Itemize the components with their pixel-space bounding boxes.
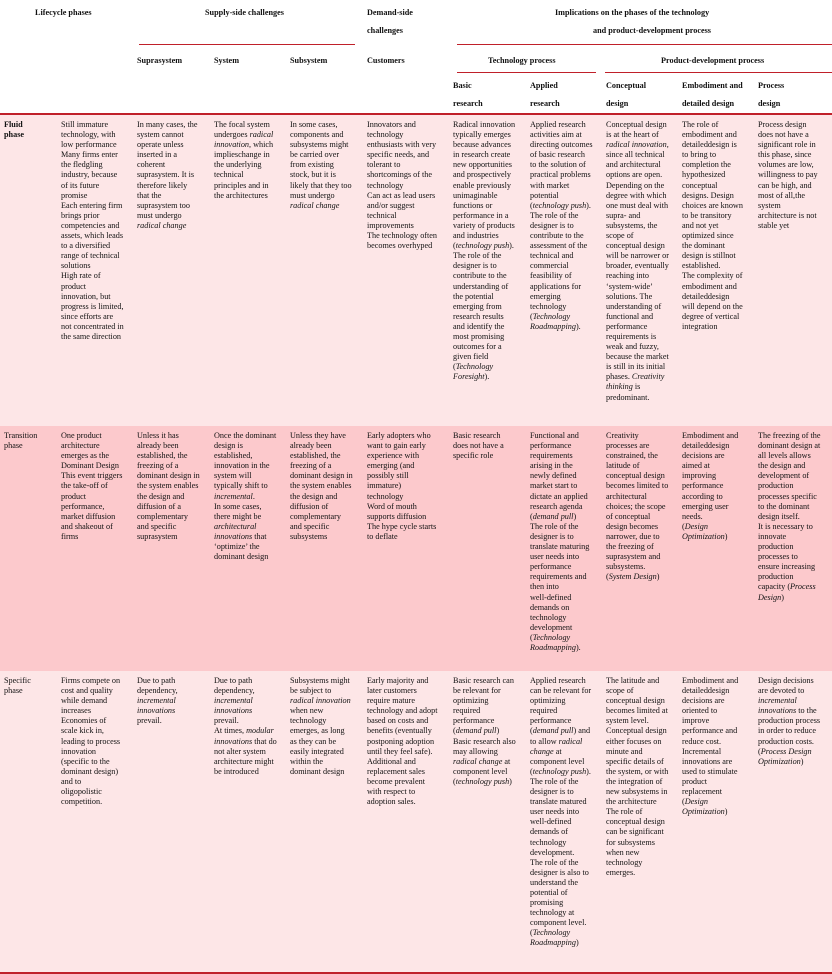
product-process-underline: [605, 72, 832, 73]
cell-fluid-embodiment: The role of embodiment and detaileddesign is to bring to completion the hypothesized conceptual designs. Design choices are known to be transitory and not yet optimized since the dominant design is stillnot established. The complexity of embodiment and detaileddesign will depend on the degree of vertical integration: [682, 120, 743, 331]
header-implications-1: Implications on the phases of the technology: [555, 8, 710, 17]
cell-specific-customers: Early majority and later customers require mature technology and adopt based on costs and benefits (eventually postponing adoption until they feel safe). Additional and replacement sales become prevalent with respect to adoption sales.: [367, 676, 438, 807]
cell-specific-basic: Basic research can be relevant for optimizing required performance (demand pull) Basic research also may allowing radical change at component level (technology push): [453, 676, 516, 786]
header-system: System: [214, 56, 240, 65]
cell-fluid-suprasystem: In many cases, the system cannot operate unless inserted in a coherent suprasystem. It is therefore likely that the suprasystem too must undergo radical change: [137, 120, 198, 230]
cell-fluid-lifecycle: Still immature technology, with low performance Many firms enter the fledgling industry, because of its future promise Each entering firm brings prior competencies and assets, which leads to a diversified range of technical solutions High rate of product innovation, but progress is limited, since efforts are not concentrated in the same direction: [61, 120, 124, 341]
cell-fluid-applied: Applied research activities aim at directing outcomes of basic research to the solution of practical problems with market potential (technology push). The role of the designer is to contribute to the assessment of the technical and commercial feasibility of applications for emerging technology (Technology Roadmapping).: [530, 120, 593, 331]
header-technology-process: Technology process: [488, 56, 556, 65]
cell-fluid-basic: Radical innovation typically emerges because advances in research create new opportunities and prospectively enable previously unimaginable functions or performance in a variety of products and industries (technology push). The role of the designer is to contribute to the understanding of the potential emerging from research results and identify the most promising outcomes for a given field (Technology Foresight).: [453, 120, 516, 382]
cell-transition-subsystem: Unless they have already been established, the freezing of a dominant design in the system enables the design and diffusion of complementary and specific subsystems: [290, 431, 353, 541]
cell-transition-customers: Early adopters who want to gain early experience with emerging (and possibly still immature) technology Word of mouth supports diffusion The hype cycle starts to deflate: [367, 431, 437, 541]
cell-fluid-phase: Fluid phase: [4, 120, 25, 140]
cell-transition-system: Once the dominant design is established, innovation in the system will typically shift to incremental. In some cases, there might be architectural innovations that ‘optimize’ the dominant design: [214, 431, 277, 562]
cell-specific-applied: Applied research can be relevant for optimizing required performance (demand pull) and to allow radical change at component level (technology push). The role of the designer is to translate matured user needs into well-defined demands of technology development. The role of the designer is also to understand the potential of promising technology at component level. (Technology Roadmapping): [530, 676, 592, 948]
cell-specific-lifecycle: Firms compete on cost and quality while demand increases Economies of scale kick in, leading to process innovation (specific to the dominant design) and to oligopolistic competition.: [61, 676, 121, 807]
header-conceptual-2: design: [606, 99, 629, 108]
header-applied-1: Applied: [530, 81, 558, 90]
header-suprasystem: Suprasystem: [137, 56, 183, 65]
header-demand-2: challenges: [367, 26, 403, 35]
supply-underline: [139, 44, 355, 45]
cell-fluid-system: The focal system undergoes radical innovation, which implieschange in the underlying technical principles and in the architectures: [214, 120, 274, 200]
header-basic-1: Basic: [453, 81, 472, 90]
header-subsystem: Subsystem: [290, 56, 328, 65]
table-header: [0, 0, 832, 114]
cell-transition-applied: Functional and performance requirements arising in the newly defined market start to dictate an applied research agenda (demand pull) The role of the designer is to translate maturing user needs into performance requirements and then into well-defined demands on technology development (Technology Roadmapping).: [530, 431, 590, 652]
header-process-1: Process: [758, 81, 785, 90]
cell-specific-subsystem: Subsystems might be subject to radical innovation when new technology emerges, as long as they can be easily integrated within the dominant design: [290, 676, 351, 776]
implications-underline: [457, 44, 832, 45]
cell-specific-conceptual: The latitude and scope of conceptual design becomes limited at system level. Conceptual design either focuses on minute and specific details of the system, or with the integration of new subsystems in the architecture The role of conceptual design can be significant for subsystems when new technology emerges.: [606, 676, 669, 877]
cell-transition-suprasystem: Unless it has already been established, the freezing of a dominant design in the system enables the design and diffusion of a complementary and specific suprasystem: [137, 431, 200, 541]
header-embodiment-1: Embodiment and: [682, 81, 743, 90]
header-process-2: design: [758, 99, 781, 108]
header-conceptual-1: Conceptual: [606, 81, 647, 90]
cell-specific-suprasystem: Due to path dependency, incremental innovations prevail.: [137, 676, 178, 726]
header-customers: Customers: [367, 56, 405, 65]
header-basic-2: research: [453, 99, 483, 108]
header-supply: Supply-side challenges: [205, 8, 284, 17]
header-implications-2: and product-development process: [593, 26, 711, 35]
cell-transition-embodiment: Embodiment and detaileddesign decisions are aimed at improving performance according to emerging user needs. (Design Optimization): [682, 431, 739, 541]
cell-specific-embodiment: Embodiment and detaileddesign decisions are oriented to improve performance and reduce cost. Incremental innovations are used to stimulate product replacement (Design Optimization): [682, 676, 739, 817]
cell-transition-process: The freezing of the dominant design at all levels allows the design and development of production processes specific to the dominant design itself. It is necessary to innovate production processes to ensure increasing production capacity (Process Design): [758, 431, 821, 602]
cell-specific-system: Due to path dependency, incremental innovations prevail. At times, modular innovations that do not alter system architecture might be introduced: [214, 676, 277, 776]
technology-process-underline: [457, 72, 596, 73]
cell-fluid-customers: Innovators and technology enthusiasts with very specific needs, and tolerant to shortcomings of the technology Can act as lead users and/or suggest technical improvements The technology often becomes overhyped: [367, 120, 438, 251]
cell-specific-phase: Specific phase: [4, 676, 31, 696]
cell-fluid-conceptual: Conceptual design is at the heart of radical innovation, since all technical and architectural options are open. Depending on the degree with which one must deal with supra- and subsystems, the scope of conceptual design will be narrower or broader, eventually reaching into ‘system-wide’ solutions. The understanding of functional and performance requirements is weak and fuzzy, because the market is still in its initial phases. Creativity thinking is predominant.: [606, 120, 669, 402]
cell-fluid-subsystem: In some cases, components and subsystems might be carried over from existing stock, but it is likely that they too must undergo radical change: [290, 120, 352, 210]
cell-transition-conceptual: Creativity processes are constrained, the latitude of conceptual design becomes limited to architectural choices; the scope of conceptual design becomes narrower, due to the freezing of suprasystem and subsystems. (System Design): [606, 431, 669, 582]
cell-transition-lifecycle: One product architecture emerges as the Dominant Design This event triggers the take-off of product performance, market diffusion and shakeout of firms: [61, 431, 123, 541]
cell-fluid-process: Process design does not have a significant role in this phase, since volumes are low, willingness to pay can be high, and most of all,the system architecture is not stable yet: [758, 120, 818, 230]
cell-transition-phase: Transition phase: [4, 431, 38, 451]
header-product-process: Product-development process: [661, 56, 765, 65]
cell-transition-basic: Basic research does not have a specific role: [453, 431, 504, 461]
header-embodiment-2: detailed design: [682, 99, 735, 108]
cell-specific-process: Design decisions are devoted to incremental innovations to the production process in order to reduce production costs. (Process Design Optimization): [758, 676, 821, 766]
header-demand-1: Demand-side: [367, 8, 413, 17]
header-lifecycle: Lifecycle phases: [35, 8, 92, 17]
header-applied-2: research: [530, 99, 560, 108]
